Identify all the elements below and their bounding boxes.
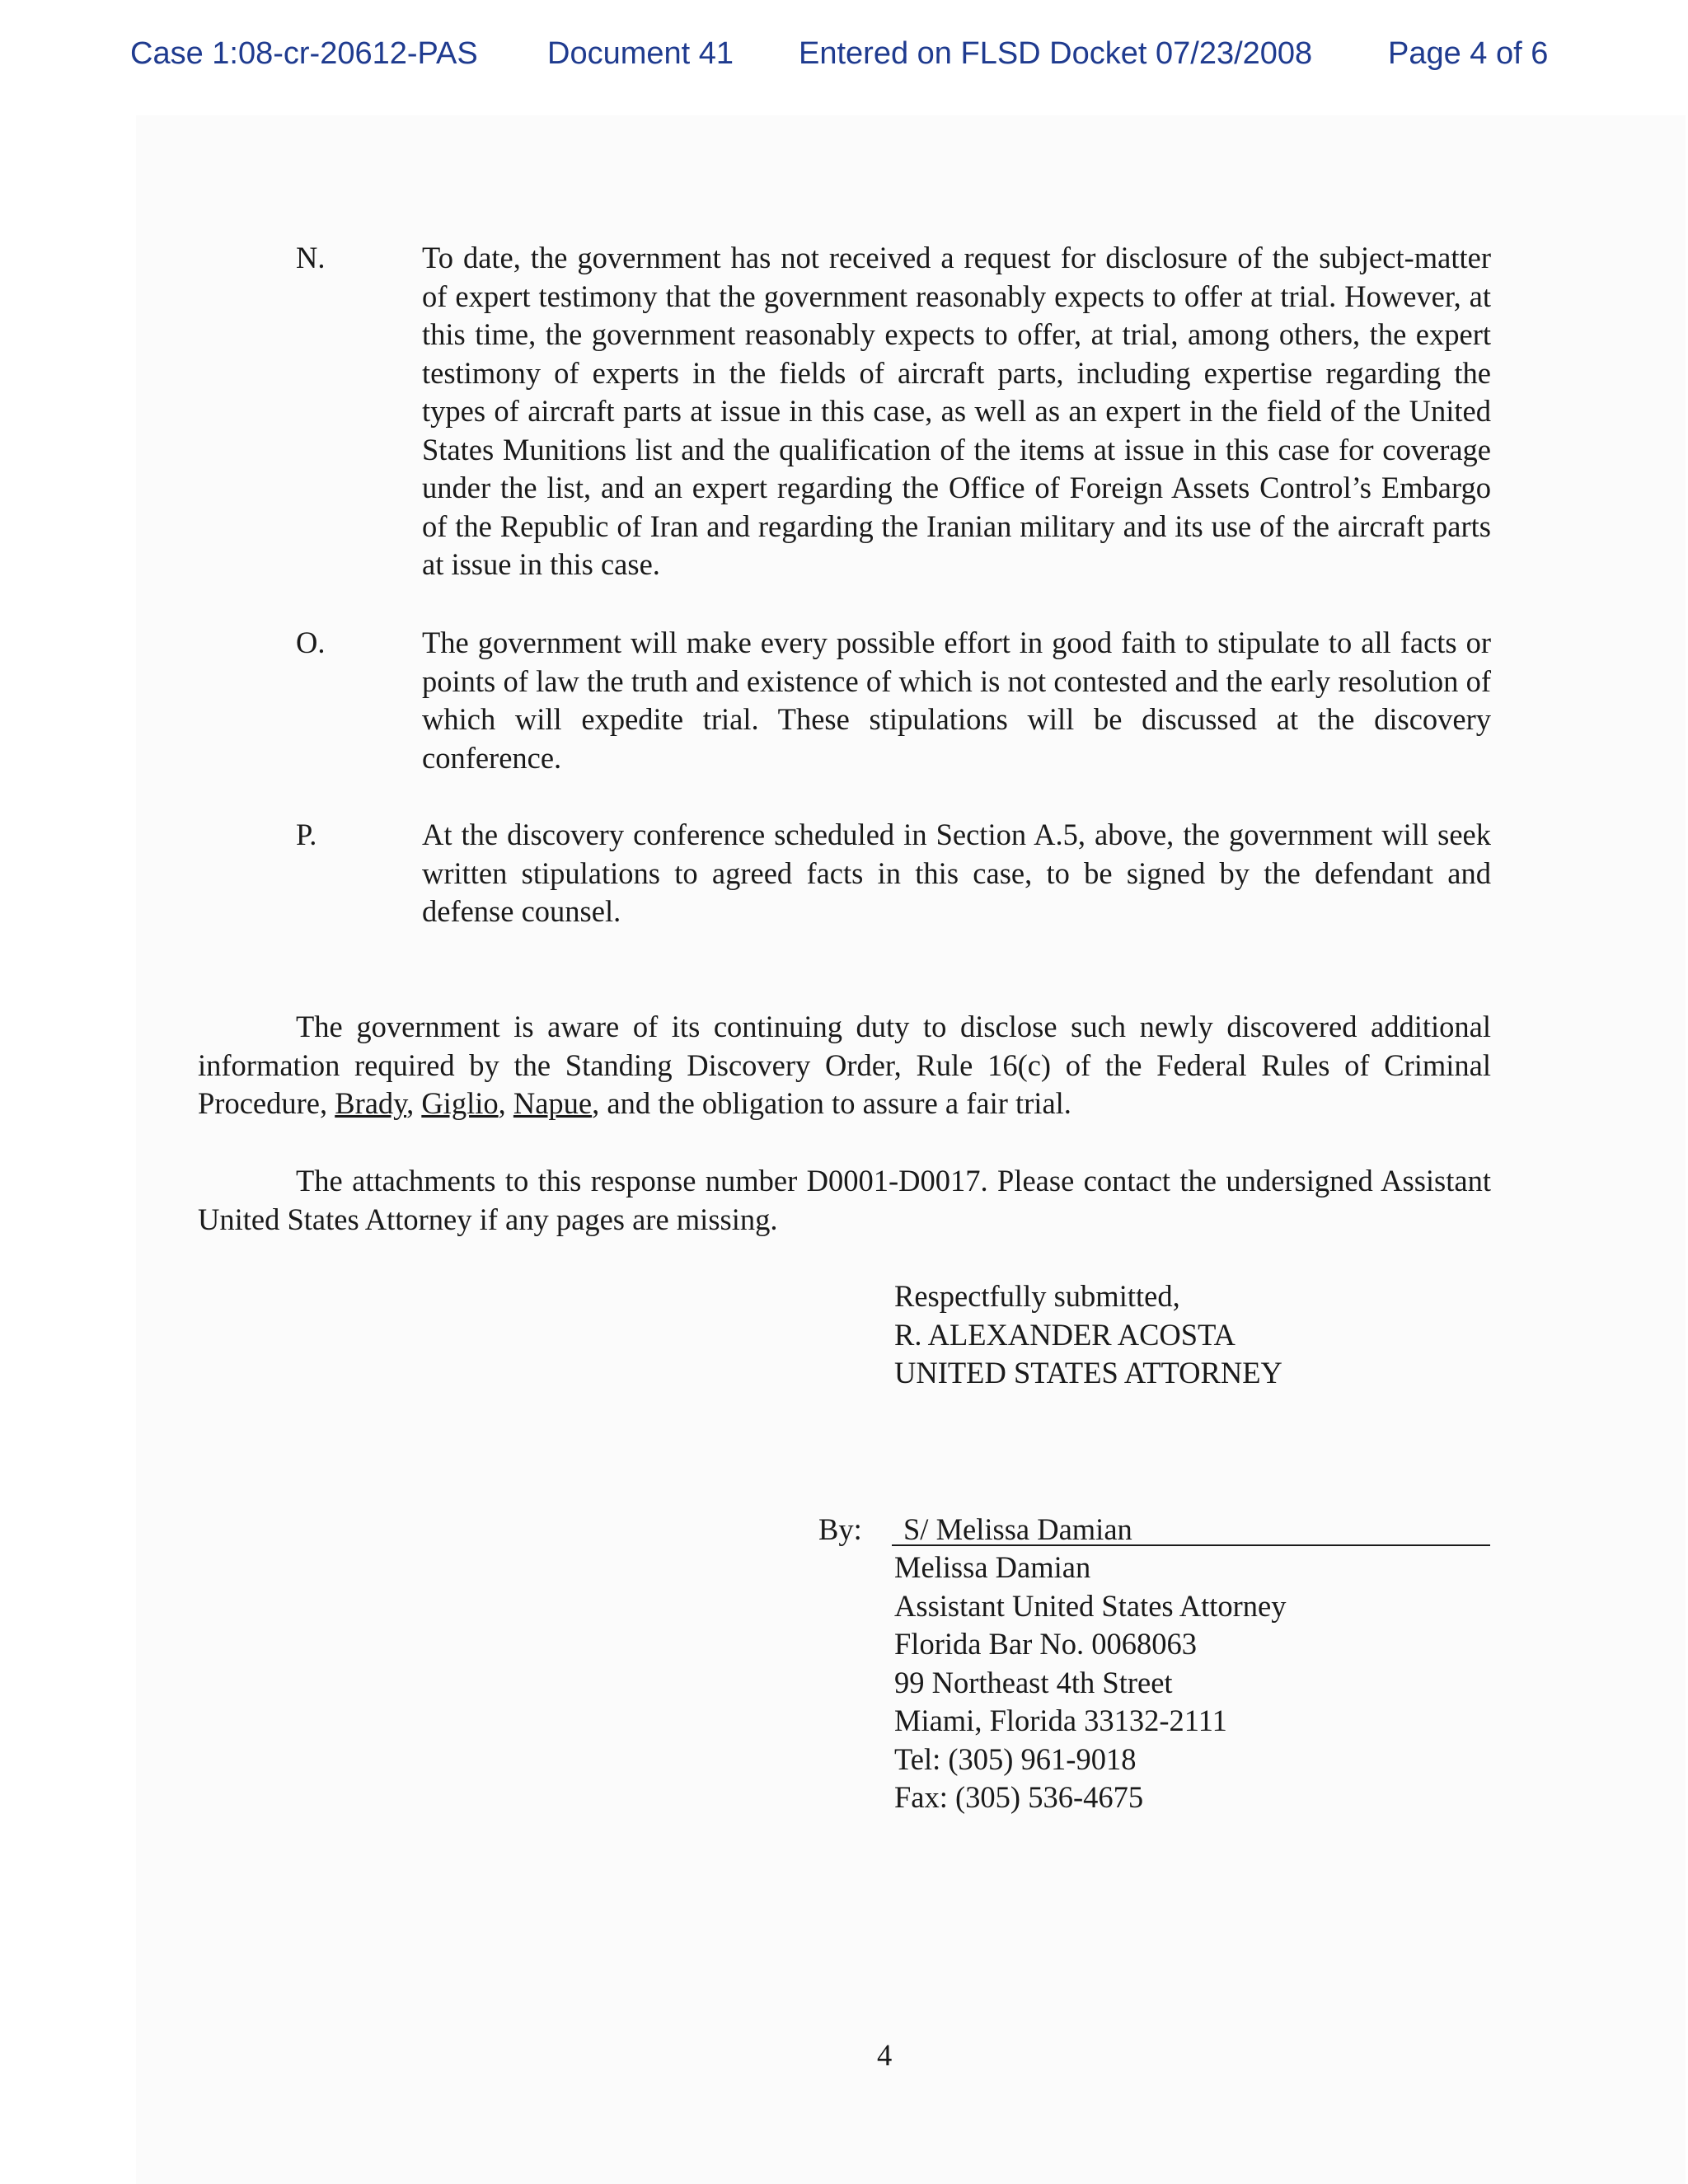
closing-block [894,1277,1282,1393]
telephone: Tel: (305) 961-9018 [894,1741,1137,1776]
item-letter: N. [296,241,326,274]
list-item-o [296,624,1491,777]
list-item-p [296,816,1491,931]
city-address: Miami, Florida 33132-2111 [894,1704,1227,1737]
paragraph-lead: The government is aware of its continuing duty to disclose such newly discovered additional information required by the Standing Discovery Order, Rule 16(c) of the Federal Rules of Criminal Procedure, [198,1010,1491,1120]
signer-name: Melissa Damian [894,1550,1091,1584]
separator: , [406,1086,422,1120]
list-item-n [296,239,1491,584]
page-counter: Page 4 of 6 [1388,36,1549,71]
item-letter: P. [296,818,317,851]
case-citation-brady: Brady [335,1086,407,1120]
paragraph-tail: , and the obligation to assure a fair trial. [592,1086,1071,1120]
case-citation-giglio: Giglio [421,1086,499,1120]
attorney-office: UNITED STATES ATTORNEY [894,1356,1282,1390]
page-number: 4 [877,2038,893,2072]
item-text: The government will make every possible effort in good faith to stipulate to all facts or points of law the truth and existence of which is not contested and the early resolution of which will expedite trial. These stipulations will be discussed at the discovery conference. [422,626,1491,775]
street-address: 99 Northeast 4th Street [894,1665,1173,1699]
separator: , [498,1086,513,1120]
signature-block [894,1549,1286,1817]
signer-title: Assistant United States Attorney [894,1588,1287,1623]
case-citation-napue: Napue [513,1086,593,1120]
attorney-name: R. ALEXANDER ACOSTA [894,1317,1236,1352]
item-letter: O. [296,626,326,659]
fax: Fax: (305) 536-4675 [894,1780,1144,1814]
document-number: Document 41 [547,36,734,71]
by-label: By: [818,1512,862,1546]
signature-line: S/ Melissa Damian [892,1511,1490,1546]
item-text: To date, the government has not received a request for disclosure of the subject-matter of expert testimony that the government reasonably expects to offer at trial. However, at this time, the government reasonably expects to offer, at trial, among others, the expert testimony of experts in the fields of aircraft parts, including expertise regarding the types of aircraft parts at issue in this case, as well as an expert in the field of the United States Munitions list and the qualification of the items at issue in this case for coverage under the list, and an expert regarding the Office of Foreign Assets Control’s Embargo of the Republic of Iran and regarding the Iranian military and its use of the aircraft parts at issue in this case. [422,241,1491,581]
attachments-paragraph: The attachments to this response number D0001-D0017. Please contact the undersigned Assistant United States Attorney if any pages are missing. [198,1164,1491,1236]
case-number: Case 1:08-cr-20612-PAS [130,36,478,71]
continuing-duty-paragraph [198,1008,1491,1123]
item-text: At the discovery conference scheduled in Section A.5, above, the government will seek written stipulations to agreed facts in this case, to be signed by the defendant and defense counsel. [422,818,1491,928]
docket-entry-date: Entered on FLSD Docket 07/23/2008 [799,36,1313,71]
bar-number: Florida Bar No. 0068063 [894,1627,1197,1661]
docket-header [0,36,1688,77]
closing-salutation: Respectfully submitted, [894,1279,1180,1313]
